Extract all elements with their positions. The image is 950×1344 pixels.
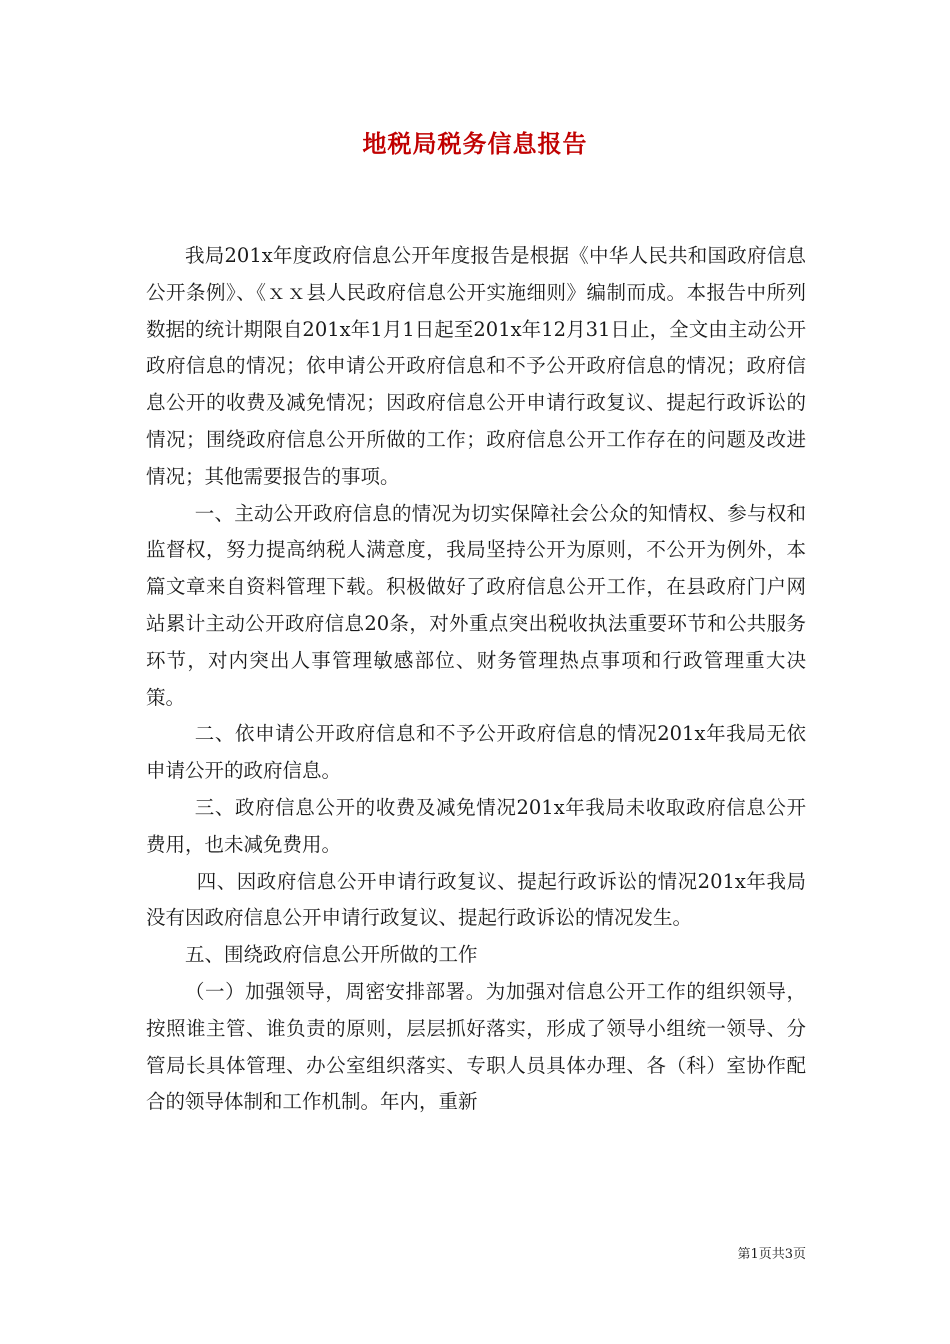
paragraph-intro: 我局201x年度政府信息公开年度报告是根据《中华人民共和国政府信息公开条例》、《ｘｘ县人民政府信息公开实施细则》编制而成。本报告中所列数据的统计期限自201x年1月1日起至201x年12月31日止，全文由主动公开政府信息的情况；依申请公开政府信息和不予公开政府信息的情况；政府信息公开的收费及减免情况；因政府信息公开申请行政复议、提起行政诉讼的情况；围绕政府信息公开所做的工作；政府信息公开工作存在的问题及改进情况；其他需要报告的事项。: [146, 244, 806, 488]
paragraph-section-5-1: （一）加强领导，周密安排部署。为加强对信息公开工作的组织领导，按照谁主管、谁负责的原则，层层抓好落实，形成了领导小组统一领导、分管局长具体管理、办公室组织落实、专职人员具体办理、各（科）室协作配合的领导体制和工作机制。年内，重新: [146, 979, 806, 1114]
paragraph-section-4: 四、因政府信息公开申请行政复议、提起行政诉讼的情况201x年我局没有因政府信息公开申请行政复议、提起行政诉讼的情况发生。: [146, 869, 806, 930]
document-body: [146, 238, 806, 1121]
paragraph-section-5-heading: 五、围绕政府信息公开所做的工作: [185, 943, 478, 967]
paragraph-section-2: 二、依申请公开政府信息和不予公开政府信息的情况201x年我局无依申请公开的政府信息。: [146, 722, 806, 783]
paragraph-section-1: 一、主动公开政府信息的情况为切实保障社会公众的知情权、参与权和监督权，努力提高纳税人满意度，我局坚持公开为原则，不公开为例外，本篇文章来自资料管理下载。积极做好了政府信息公开工作，在县政府门户网站累计主动公开政府信息20条，对外重点突出税收执法重要环节和公共服务环节，对内突出人事管理敏感部位、财务管理热点事项和行政管理重大决策。: [146, 501, 806, 709]
document-title: 地税局税务信息报告: [362, 129, 588, 158]
paragraph-section-3: 三、政府信息公开的收费及减免情况201x年我局未收取政府信息公开费用，也未减免费用。: [146, 795, 806, 856]
page-number-footer: 第1页共3页: [737, 1247, 806, 1262]
